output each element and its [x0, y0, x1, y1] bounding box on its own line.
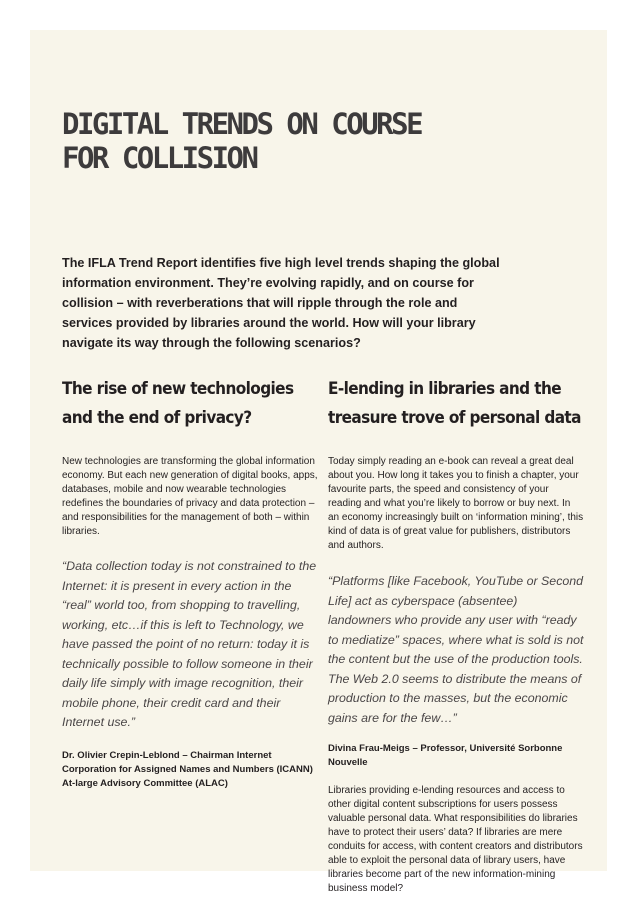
- quote-attribution-privacy: Dr. Olivier Crepin-Leblond – Chairman Internet Corporation for Assigned Names and Numbers (ICANN) At-large Advisory Committee (ALAC): [62, 749, 313, 789]
- left-column: [62, 375, 320, 791]
- section-heading-elending: E-lending in libraries and the treasure trove of personal data: [328, 379, 581, 428]
- section-body-elending: Today simply reading an e-book can reveal a great deal about you. How long it takes you to finish a chapter, your favourite parts, the speed and consistency of your reading and what you’re likely to borrow or buy next. In an economy increasingly built on ‘information mining’, this kind of data is of great value for publishers, distributors and authors.: [328, 456, 584, 551]
- section-heading-privacy: The rise of new technologies and the end of privacy?: [62, 379, 294, 428]
- quote-attribution-elending: Divina Frau-Meigs – Professor, Université Sorbonne Nouvelle: [328, 743, 563, 768]
- right-column: [328, 375, 584, 896]
- intro-paragraph: The IFLA Trend Report identifies five high level trends shaping the global information environment. They’re evolving rapidly, and on course for collision – with reverberations that will ripple through the role and services provided by libraries around the world. How will your library navigate its way through the following scenarios?: [62, 255, 500, 350]
- page-title: DIGITAL TRENDS ON COURSE FOR COLLISION: [62, 107, 422, 175]
- quote-elending: “Platforms [like Facebook, YouTube or Second Life] act as cyberspace (absentee) landowners who provide any user with “ready to mediatize” spaces, where what is sold is not the content but the use of the production tools. The Web 2.0 seems to distribute the means of production to the masses, but the economic gains are for the few…”: [328, 574, 584, 725]
- quote-privacy: “Data collection today is not constrained to the Internet: it is present in every action in the “real” world too, from shopping to travelling, working, etc…if this is left to Technology, we have passed the point of no return: today it is technically possible to follow someone in their daily life simply with image recognition, their mobile phone, their credit card and their Internet use.”: [62, 559, 317, 729]
- section-body-privacy: New technologies are transforming the global information economy. But each new generation of digital books, apps, databases, mobile and now wearable technologies redefines the boundaries of privacy and data protection – and responsibilities for the management of both – within libraries.: [62, 456, 318, 537]
- section-body-elending-2: Libraries providing e-lending resources and access to other digital content subscriptions for users possess valuable personal data. What responsibilities do libraries have to protect their users’ data? If libraries are mere conduits for access, with content creators and distributors able to exploit the personal data of library users, have libraries become part of the new information-mining business model?: [328, 785, 583, 894]
- page: [30, 30, 607, 894]
